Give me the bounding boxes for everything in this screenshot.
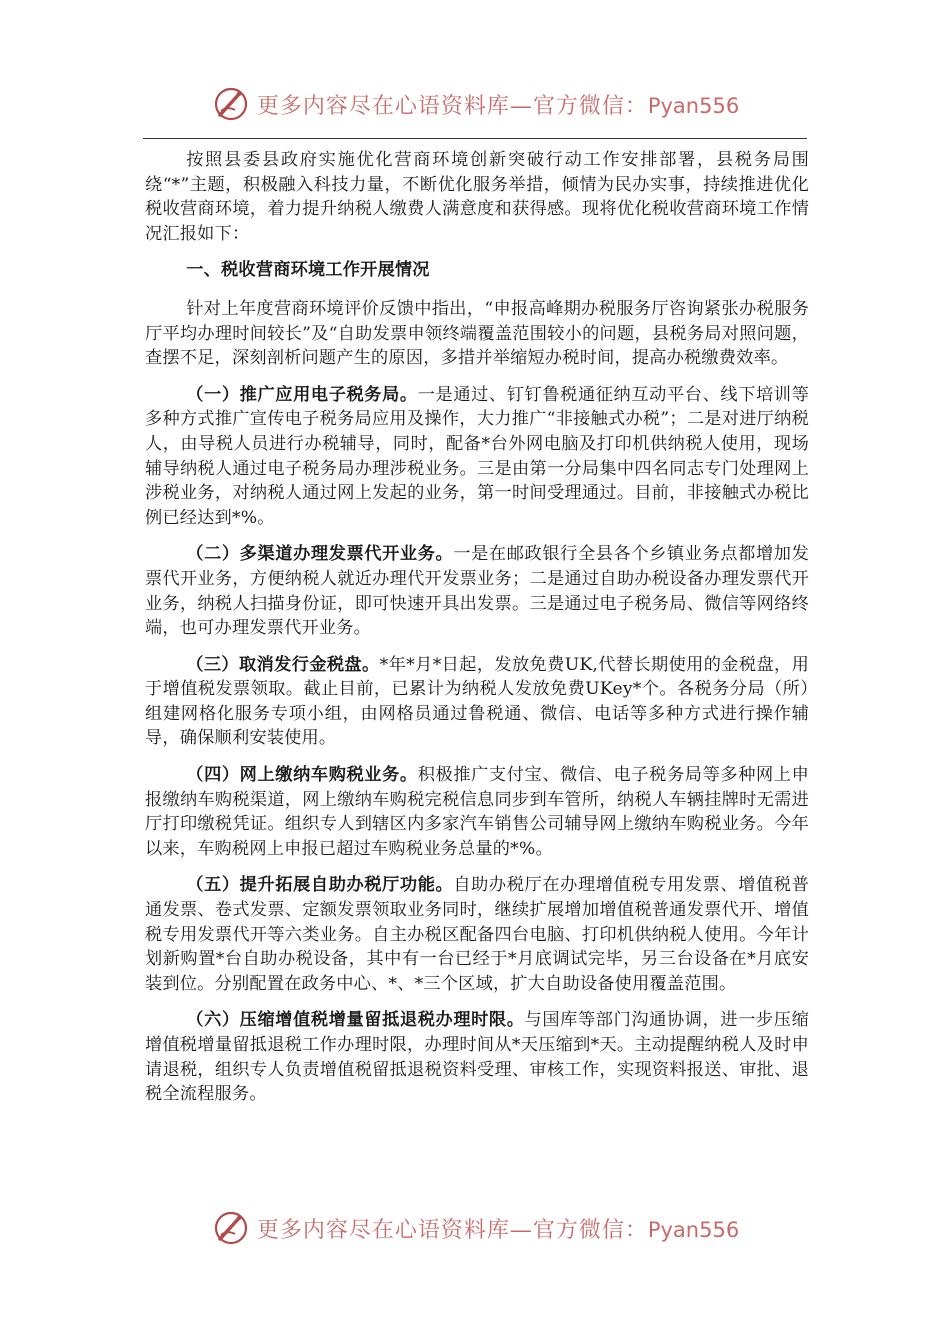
header-banner bbox=[0, 84, 950, 124]
item-heading: （四）网上缴纳车购税业务。 bbox=[186, 765, 418, 786]
footer-banner bbox=[0, 1208, 950, 1248]
pen-logo-icon bbox=[211, 1208, 251, 1248]
paragraph-item-4: （四）网上缴纳车购税业务。积极推广支付宝、微信、电子税务局等多种网上申报缴纳车购税渠道，网上缴纳车购税完税信息同步到车管所，纳税人车辆挂牌时无需进厅打印缴税凭证。组织专人到辖区内多家汽车销售公司辅导网上缴纳车购税业务。今年以来，车购税网上申报已超过车购税业务总量的*%。 bbox=[145, 765, 809, 859]
item-heading: （三）取消发行金税盘。 bbox=[186, 654, 380, 675]
paragraph-item-6: （六）压缩增值税增量留抵退税办理时限。与国库等部门沟通协调，进一步压缩增值税增量留抵退税工作办理时限，办理时间从*天压缩到*天。主动提醒纳税人及时申请退税，组织专人负责增值税留抵退税资料受理、审核工作，实现资料报送、审批、退税全流程服务。 bbox=[145, 1010, 809, 1105]
item-heading: （一）推广应用电子税务局。 bbox=[186, 384, 418, 405]
item-heading: （二）多渠道办理发票代开业务。 bbox=[186, 544, 454, 565]
paragraph-item-2: （二）多渠道办理发票代开业务。一是在邮政银行全县各个乡镇业务点都增加发票代开业务，方便纳税人就近办理代开发票业务；二是通过自助办税设备办理发票代开业务，纳税人扫描身份证，即可快速开具出发票。三是通过电子税务局、微信等网络终端，也可办理发票代开业务。 bbox=[145, 544, 809, 639]
paragraph-context: 针对上年度营商环境评价反馈中指出，“申报高峰期办税服务厅咨询紧张办税服务厅平均办理时间较长”及“自助发票申领终端覆盖范围较小的问题，县税务局对照问题，查摆不足，深刻剖析问题产生的原因，多措并举缩短办税时间，提高办税缴费效率。 bbox=[145, 298, 809, 369]
paragraph-item-5: （五）提升拓展自助办税厅功能。自助办税厅在办理增值税专用发票、增值税普通发票、卷式发票、定额发票领取业务同时，继续扩展增加增值税普通发票代开、增值税专用发票代开等六类业务。自主办税区配备四台电脑、打印机供纳税人使用。今年计划新购置*台自助办税设备，其中有一台已经于*月底调试完毕，另三台设备在*月底安装到位。分别配置在政务中心、*、*三个区域，扩大自助设备使用覆盖范围。 bbox=[145, 875, 809, 994]
document-body bbox=[145, 148, 809, 1119]
wechat-id: Pyan556 bbox=[647, 93, 740, 118]
banner-text: 更多内容尽在心语资料库—官方微信：Pyan556 bbox=[256, 1217, 740, 1243]
wechat-id: Pyan556 bbox=[647, 1217, 740, 1242]
paragraph-intro: 按照县委县政府实施优化营商环境创新突破行动工作安排部署，县税务局围绕“*”主题，积极融入科技力量，不断优化服务举措，倾情为民办实事，持续推进优化税收营商环境，着力提升纳税人缴费人满意度和获得感。现将优化税收营商环境工作情况汇报如下： bbox=[145, 150, 809, 244]
item-heading: （六）压缩增值税增量留抵退税办理时限。 bbox=[186, 1010, 525, 1031]
section-heading: 一、税收营商环境工作开展情况 bbox=[186, 260, 430, 281]
pen-logo-icon bbox=[211, 84, 251, 124]
paragraph-item-3: （三）取消发行金税盘。*年*月*日起，发放免费UK,代替长期使用的金税盘，用于增值税发票领取。截止目前，已累计为纳税人发放免费UKey*个。各税务分局（所）组建网格化服务专项小组，由网格员通过鲁税通、微信、电话等多种方式进行操作辅导，确保顺利安装使用。 bbox=[145, 654, 809, 749]
header-divider bbox=[143, 138, 807, 139]
paragraph-item-1: （一）推广应用电子税务局。一是通过、钉钉鲁税通征纳互动平台、线下培训等多种方式推广宣传电子税务局应用及操作，大力推广“非接触式办税”；二是对进厅纳税人，由导税人员进行办税辅导，同时，配备*台外网电脑及打印机供纳税人使用，现场辅导纳税人通过电子税务局办理涉税业务。三是由第一分局集中四名同志专门处理网上涉税业务，对纳税人通过网上发起的业务，第一时间受理通过。目前，非接触式办税比例已经达到*%。 bbox=[145, 384, 809, 528]
banner-text: 更多内容尽在心语资料库—官方微信：Pyan556 bbox=[256, 93, 740, 119]
item-heading: （五）提升拓展自助办税厅功能。 bbox=[186, 875, 454, 896]
